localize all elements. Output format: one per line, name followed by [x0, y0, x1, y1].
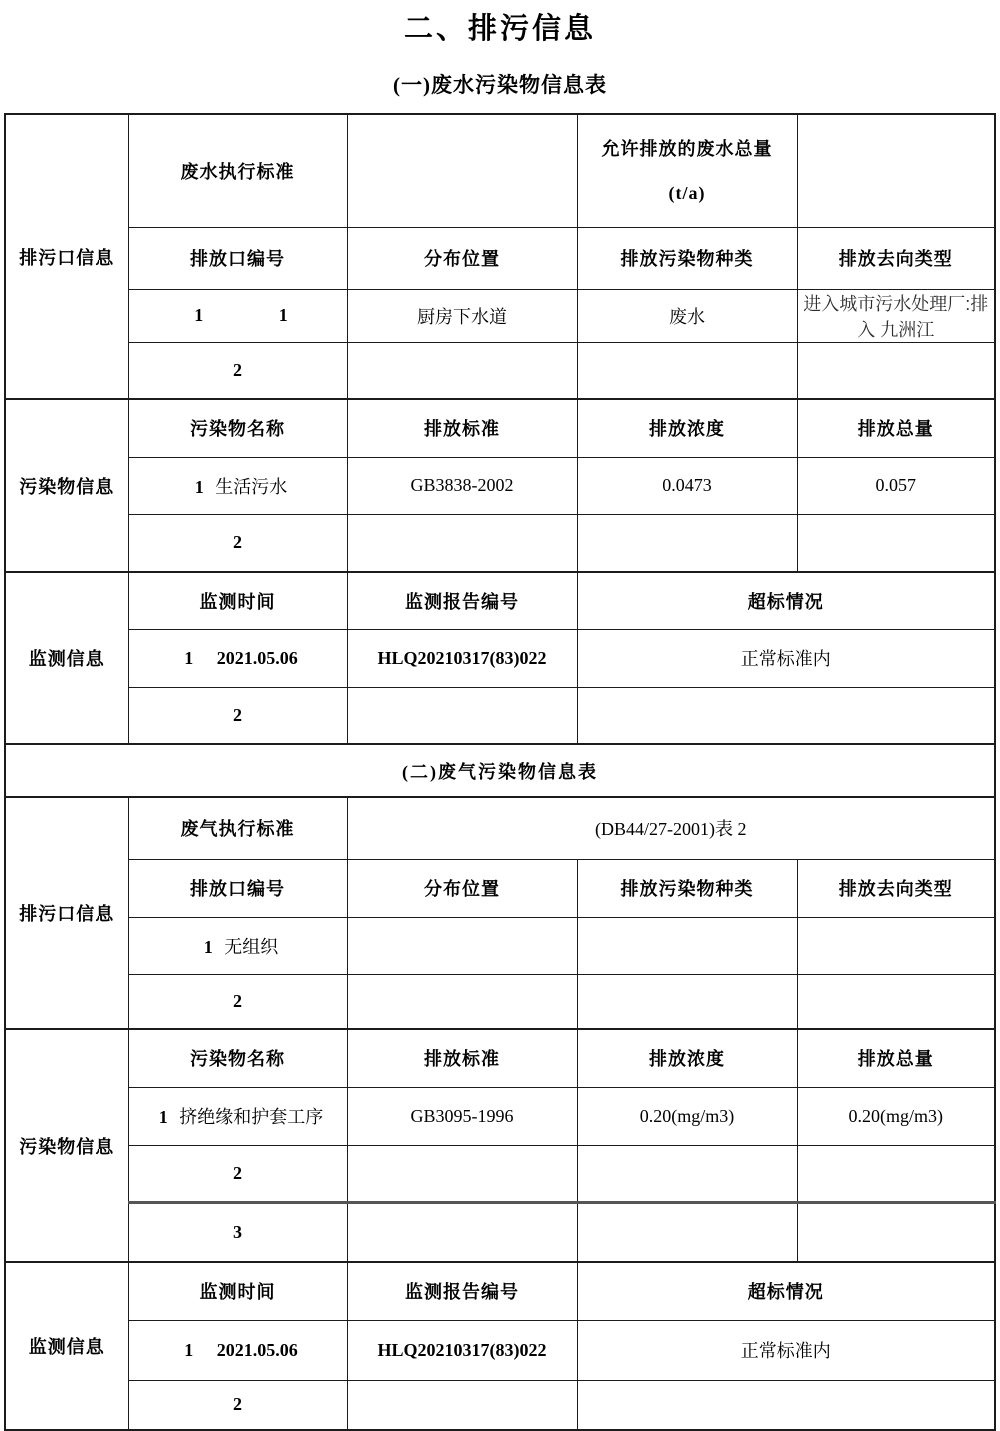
cell-standard: GB3838-2002 [347, 457, 577, 514]
cell-pollutant-type [577, 974, 797, 1029]
cell-monitor-time [128, 1380, 347, 1430]
cell-outlet-no [128, 917, 347, 974]
row-number: 2 [233, 704, 242, 725]
col-header-exceed-status: 超标情况 [577, 1262, 995, 1320]
col-header-destination: 排放去向类型 [797, 859, 995, 917]
cell-location [347, 974, 577, 1029]
table-row [5, 1087, 995, 1145]
col-header-total: 排放总量 [797, 399, 995, 457]
cell-concentration [577, 1202, 797, 1262]
table-row [5, 917, 995, 974]
water-outlet-header-row [5, 227, 995, 289]
water-outlet-section-label: 排污口信息 [5, 114, 128, 399]
cell-monitor-time [128, 1320, 347, 1380]
cell-monitor-time [128, 629, 347, 687]
table-row [5, 974, 995, 1029]
cell-standard: GB3095-1996 [347, 1087, 577, 1145]
col-header-concentration: 排放浓度 [577, 399, 797, 457]
table-row [5, 1320, 995, 1380]
col-header-exceed-status: 超标情况 [577, 572, 995, 629]
cell-standard [347, 514, 577, 572]
col-header-location: 分布位置 [347, 227, 577, 289]
cell-location [347, 917, 577, 974]
allowed-total-unit: (t/a) [668, 182, 706, 203]
gas-pollutant-section-label: 污染物信息 [5, 1029, 128, 1262]
gas-outlet-standard-row [5, 797, 995, 859]
gas-standard-value: (DB44/27-2001)表 2 [347, 797, 995, 859]
col-header-destination: 排放去向类型 [797, 227, 995, 289]
cell-report-no [347, 1380, 577, 1430]
col-header-concentration: 排放浓度 [577, 1029, 797, 1087]
cell-exceed-status [577, 1380, 995, 1430]
cell-destination [797, 917, 995, 974]
cell-report-no: HLQ20210317(83)022 [347, 629, 577, 687]
cell-location [347, 342, 577, 399]
col-header-report-no: 监测报告编号 [347, 572, 577, 629]
cell-exceed-status: 正常标准内 [577, 629, 995, 687]
gas-standard-label: 废气执行标准 [128, 797, 347, 859]
gas-outlet-header-row [5, 859, 995, 917]
table-row [5, 289, 995, 342]
row-number: 1 [184, 647, 194, 668]
water-standard-value-cell [347, 114, 577, 227]
cell-total [797, 1145, 995, 1202]
cell-outlet-no [128, 289, 347, 342]
cell-pollutant-type: 废水 [577, 289, 797, 342]
cell-pollutant-name [128, 1087, 347, 1145]
row-number: 1 [158, 1107, 168, 1127]
cell-destination [797, 342, 995, 399]
cell-pollutant-type [577, 342, 797, 399]
pollution-discharge-table [4, 113, 996, 1431]
col-header-pollutant-name: 污染物名称 [128, 1029, 347, 1087]
row-number: 2 [233, 990, 242, 1011]
cell-exceed-status [577, 687, 995, 744]
cell-location: 厨房下水道 [347, 289, 577, 342]
row-number: 3 [233, 1221, 242, 1242]
col-header-pollutant-name: 污染物名称 [128, 399, 347, 457]
row-number: 1 [203, 936, 213, 957]
table-row [5, 457, 995, 514]
row-number: 1 [194, 305, 204, 325]
water-pollutant-header-row [5, 399, 995, 457]
allowed-total-label: 允许排放的废水总量 [601, 138, 773, 159]
gas-monitor-section-label: 监测信息 [5, 1262, 128, 1430]
cell-pollutant-name [128, 457, 347, 514]
col-header-monitor-time: 监测时间 [128, 1262, 347, 1320]
row-number: 2 [233, 359, 242, 380]
gas-monitor-header-row [5, 1262, 995, 1320]
table-row [5, 1380, 995, 1430]
table-row [5, 1145, 995, 1202]
cell-standard [347, 1202, 577, 1262]
page-title: 二、排污信息 [403, 13, 596, 45]
col-header-location: 分布位置 [347, 859, 577, 917]
cell-total: 0.20(mg/m3) [797, 1087, 995, 1145]
col-header-emission-standard: 排放标准 [347, 399, 577, 457]
cell-total [797, 514, 995, 572]
cell-destination [797, 974, 995, 1029]
water-monitor-header-row [5, 572, 995, 629]
water-monitor-section-label: 监测信息 [5, 572, 128, 744]
cell-pollutant-name [128, 1202, 347, 1262]
row-number: 1 [184, 1339, 194, 1360]
col-header-emission-standard: 排放标准 [347, 1029, 577, 1087]
water-table-title: (一)废水污染物信息表 [393, 73, 607, 97]
gas-table-title-row [5, 744, 995, 797]
outlet-no-value: 1 [278, 305, 288, 325]
cell-pollutant-type [577, 917, 797, 974]
table-row [5, 687, 995, 744]
col-header-report-no: 监测报告编号 [347, 1262, 577, 1320]
col-header-total: 排放总量 [797, 1029, 995, 1087]
pollutant-name-value: 生活污水 [215, 476, 288, 497]
cell-concentration [577, 514, 797, 572]
monitor-time-value: 2021.05.06 [216, 1339, 298, 1360]
cell-total: 0.057 [797, 457, 995, 514]
monitor-time-value: 2021.05.06 [216, 647, 298, 668]
outlet-no-value: 无组织 [224, 936, 279, 957]
col-header-outlet-no: 排放口编号 [128, 859, 347, 917]
water-pollutant-section-label: 污染物信息 [5, 399, 128, 572]
cell-report-no [347, 687, 577, 744]
cell-pollutant-name [128, 514, 347, 572]
cell-destination: 进入城市污水处理厂:排入 九洲江 [797, 289, 995, 342]
cell-outlet-no [128, 974, 347, 1029]
col-header-outlet-no: 排放口编号 [128, 227, 347, 289]
water-allowed-total-cell [577, 114, 797, 227]
col-header-pollutant-type: 排放污染物种类 [577, 859, 797, 917]
row-number: 2 [233, 532, 242, 553]
row-number: 2 [233, 1394, 242, 1415]
gas-outlet-section-label: 排污口信息 [5, 797, 128, 1029]
cell-standard [347, 1145, 577, 1202]
cell-total [797, 1202, 995, 1262]
cell-concentration: 0.20(mg/m3) [577, 1087, 797, 1145]
cell-pollutant-name [128, 1145, 347, 1202]
cell-exceed-status: 正常标准内 [577, 1320, 995, 1380]
cell-concentration: 0.0473 [577, 457, 797, 514]
pollutant-name-value: 挤绝缘和护套工序 [179, 1107, 324, 1127]
table-row [5, 342, 995, 399]
table-row [5, 629, 995, 687]
table-row [5, 1202, 995, 1262]
row-number: 2 [233, 1162, 242, 1183]
cell-report-no: HLQ20210317(83)022 [347, 1320, 577, 1380]
col-header-pollutant-type: 排放污染物种类 [577, 227, 797, 289]
row-number: 1 [194, 476, 204, 497]
water-allowed-total-value-cell [797, 114, 995, 227]
water-standard-label: 废水执行标准 [128, 114, 347, 227]
col-header-monitor-time: 监测时间 [128, 572, 347, 629]
gas-table-title: (二)废气污染物信息表 [5, 744, 995, 797]
cell-concentration [577, 1145, 797, 1202]
gas-pollutant-header-row [5, 1029, 995, 1087]
cell-monitor-time [128, 687, 347, 744]
water-outlet-standard-row [5, 114, 995, 227]
cell-outlet-no [128, 342, 347, 399]
table-row [5, 514, 995, 572]
